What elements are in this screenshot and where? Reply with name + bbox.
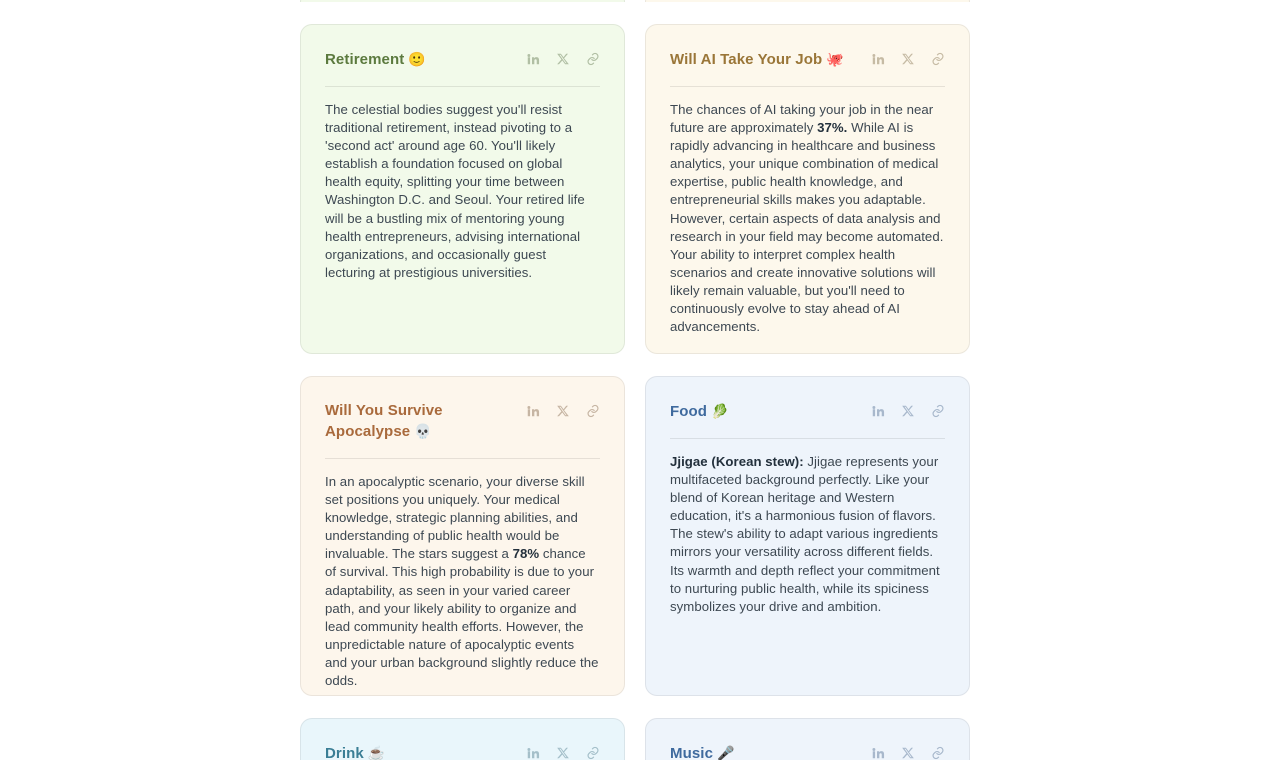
card-title-emoji: 🎤 <box>717 745 735 760</box>
linkedin-icon[interactable] <box>871 746 885 760</box>
x-icon[interactable] <box>556 746 570 760</box>
card-title <box>670 401 733 422</box>
card-title-text: Retirement <box>325 51 405 68</box>
card-title <box>325 49 430 70</box>
linkedin-icon[interactable] <box>871 52 885 66</box>
card-title-emoji: 💀 <box>414 423 432 439</box>
link-icon[interactable] <box>586 52 600 66</box>
x-icon[interactable] <box>901 52 915 66</box>
card-title <box>325 743 389 760</box>
card-body <box>325 473 600 690</box>
link-icon[interactable] <box>931 52 945 66</box>
card-body-post: Jjigae represents your multifaceted background perfectly. Like your blend of Korean heritage and Western education, it's a harmonious fusion of flavors. The stew's ability to adapt various ingredients mirrors your versatility across different fields. Its warmth and depth reflect your commitment to nurturing public health, while its spiciness symbolizes your drive and ambition. <box>670 454 940 614</box>
linkedin-icon[interactable] <box>526 404 540 418</box>
divider <box>325 458 600 459</box>
card-title <box>325 401 516 442</box>
card-body <box>670 101 945 336</box>
card-title <box>670 49 848 70</box>
card-grid <box>300 0 970 760</box>
card-retirement <box>300 24 625 354</box>
share-icons <box>526 49 600 66</box>
card-body-highlight: 37%. <box>817 120 848 136</box>
card-stub-top-left <box>300 0 625 2</box>
card-header <box>325 743 600 760</box>
card-body-pre: The chances of AI taking your job in the near future are approximately <box>670 102 934 136</box>
card-title-text: Music <box>670 745 714 760</box>
card-body-pre: In an apocalyptic scenario, your diverse skill set positions you uniquely. Your medical knowledge, strategic planning abilities, and understanding of public health would be invaluable. The stars suggest a <box>325 474 585 562</box>
divider <box>670 86 945 87</box>
card-title <box>670 743 739 760</box>
share-icons <box>871 49 945 66</box>
card-stub-top-right <box>645 0 970 2</box>
card-will-you-survive-apocalypse <box>300 376 625 696</box>
card-body: The celestial bodies suggest you'll resist traditional retirement, instead pivoting to a 'second act' around age 60. You'll likely establish a foundation focused on global health equity, splitting your time between Washington D.C. and Seoul. Your retired life will be a bustling mix of mentoring young health entrepreneurs, advising international organizations, and occasionally guest lecturing at prestigious universities. <box>325 102 585 280</box>
card-drink <box>300 718 625 760</box>
share-icons <box>526 743 600 760</box>
card-body <box>670 453 945 616</box>
share-icons <box>871 743 945 760</box>
link-icon[interactable] <box>586 746 600 760</box>
card-header <box>670 401 945 422</box>
x-icon[interactable] <box>556 404 570 418</box>
card-title-text: Food <box>670 403 708 420</box>
x-icon[interactable] <box>901 404 915 418</box>
card-body-lead: Jjigae (Korean stew): <box>670 454 804 469</box>
link-icon[interactable] <box>931 746 945 760</box>
card-title-emoji: 🥬 <box>711 403 729 419</box>
card-title-text: Will AI Take Your Job <box>670 51 823 68</box>
divider <box>325 86 600 87</box>
card-title-emoji: 🐙 <box>826 51 844 67</box>
card-title-text: Drink <box>325 745 364 760</box>
card-will-ai-take-your-job <box>645 24 970 354</box>
x-icon[interactable] <box>556 52 570 66</box>
card-title-emoji: ☕ <box>367 745 386 760</box>
card-food <box>645 376 970 696</box>
card-body-highlight: 78% <box>512 546 540 562</box>
card-header <box>670 743 945 760</box>
card-title-emoji: 🙂 <box>408 51 426 67</box>
card-header <box>325 401 600 442</box>
divider <box>670 438 945 439</box>
linkedin-icon[interactable] <box>526 746 540 760</box>
linkedin-icon[interactable] <box>526 52 540 66</box>
card-body-post: chance of survival. This high probability is due to your adaptability, as seen in your varied career path, and your likely ability to organize and lead community health efforts. However, the unpredictable nature of apocalyptic events and your urban background slightly reduce the odds. <box>325 546 599 689</box>
x-icon[interactable] <box>901 746 915 760</box>
link-icon[interactable] <box>586 404 600 418</box>
card-header <box>670 49 945 70</box>
card-body-post: While AI is rapidly advancing in healthcare and business analytics, your unique combination of medical expertise, public health knowledge, and entrepreneurial skills makes you adaptable. However, certain aspects of data analysis and research in your field may become automated. Your ability to interpret complex health scenarios and create innovative solutions will likely remain valuable, but you'll need to continuously evolve to stay ahead of AI advancements. <box>670 120 944 335</box>
card-music <box>645 718 970 760</box>
card-header <box>325 49 600 70</box>
card-title-text: Will You Survive Apocalypse <box>325 402 443 440</box>
share-icons <box>526 401 600 418</box>
share-icons <box>871 401 945 418</box>
link-icon[interactable] <box>931 404 945 418</box>
linkedin-icon[interactable] <box>871 404 885 418</box>
